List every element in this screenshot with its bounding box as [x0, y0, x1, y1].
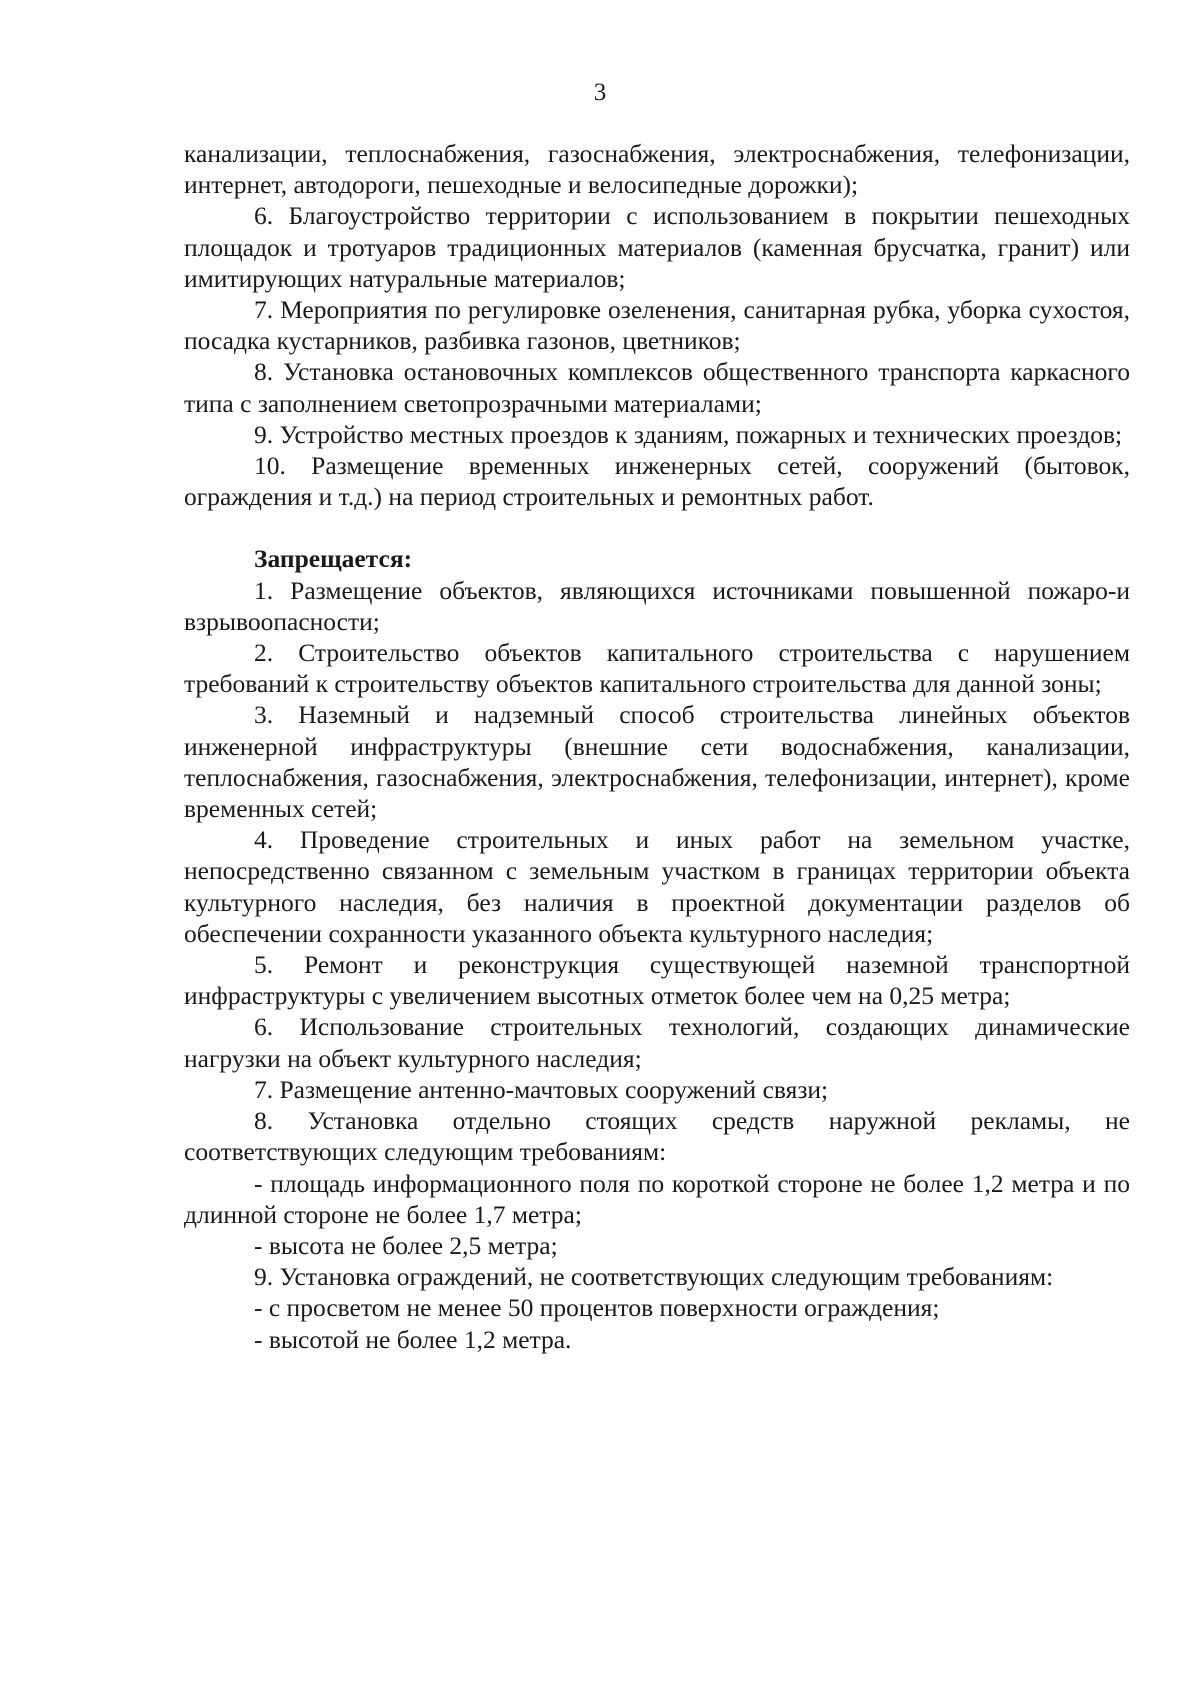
allowed-item-8: 8. Установка остановочных комплексов общественного транспорта каркасного типа с заполнением светопрозрачными материалами;	[184, 357, 1130, 418]
prohibited-item-8: 8. Установка отдельно стоящих средств наружной рекламы, не соответствующих следующим требованиям:	[184, 1106, 1130, 1167]
prohibited-item-4: 4. Проведение строительных и иных работ на земельном участке, непосредственно связанном с земельным участком в границах территории объекта культурного наследия, без наличия в проектной документации разделов об обеспечении сохранности указанного объекта культурного наследия;	[184, 825, 1130, 948]
document-body	[184, 138, 1130, 1355]
prohibited-item-3: 3. Наземный и надземный способ строительства линейных объектов инженерной инфраструктуры (внешние сети водоснабжения, канализации, теплоснабжения, газоснабжения, электроснабжения, телефонизации, интернет), кроме временных сетей;	[184, 700, 1130, 824]
allowed-item-9: 9. Устройство местных проездов к зданиям, пожарных и технических проездов;	[254, 419, 1123, 449]
prohibited-subitem-ad-height: - высота не более 2,5 метра;	[254, 1230, 558, 1260]
prohibited-item-5: 5. Ремонт и реконструкция существующей наземной транспортной инфраструктуры с увеличением высотных отметок более чем на 0,25 метра;	[184, 950, 1130, 1011]
prohibited-item-1: 1. Размещение объектов, являющихся источниками повышенной пожаро-и взрывоопасности;	[184, 575, 1130, 636]
prohibited-item-9: 9. Установка ограждений, не соответствующих следующим требованиям:	[254, 1262, 1054, 1292]
allowed-item-continuation: канализации, теплоснабжения, газоснабжения, электроснабжения, телефонизации, интернет, автодороги, пешеходные и велосипедные дорожки);	[184, 139, 1130, 200]
allowed-item-6: 6. Благоустройство территории с использованием в покрытии пешеходных площадок и тротуаров традиционных материалов (каменная брусчатка, гранит) или имитирующих натуральные материалов;	[184, 201, 1130, 293]
allowed-item-10: 10. Размещение временных инженерных сетей, сооружений (бытовок, ограждения и т.д.) на период строительных и ремонтных работ.	[184, 451, 1130, 512]
allowed-item-7: 7. Мероприятия по регулировке озеленения, санитарная рубка, уборка сухостоя, посадка кустарников, разбивка газонов, цветников;	[184, 295, 1130, 356]
prohibited-item-6: 6. Использование строительных технологий, создающих динамические нагрузки на объект культурного наследия;	[184, 1012, 1130, 1073]
prohibited-subitem-ad-size: - площадь информационного поля по короткой стороне не более 1,2 метра и по длинной стороне не более 1,7 метра;	[184, 1168, 1130, 1229]
prohibited-subitem-fence-gap: - с просветом не менее 50 процентов поверхности ограждения;	[254, 1293, 940, 1323]
prohibited-heading: Запрещается:	[254, 544, 413, 574]
prohibited-subitem-fence-height: - высотой не более 1,2 метра.	[254, 1324, 572, 1354]
prohibited-item-2: 2. Строительство объектов капитального строительства с нарушением требований к строительству объектов капитального строительства для данной зоны;	[184, 638, 1130, 699]
prohibited-item-7: 7. Размещение антенно-мачтовых сооружений связи;	[254, 1074, 829, 1104]
page-number: 3	[593, 79, 607, 106]
